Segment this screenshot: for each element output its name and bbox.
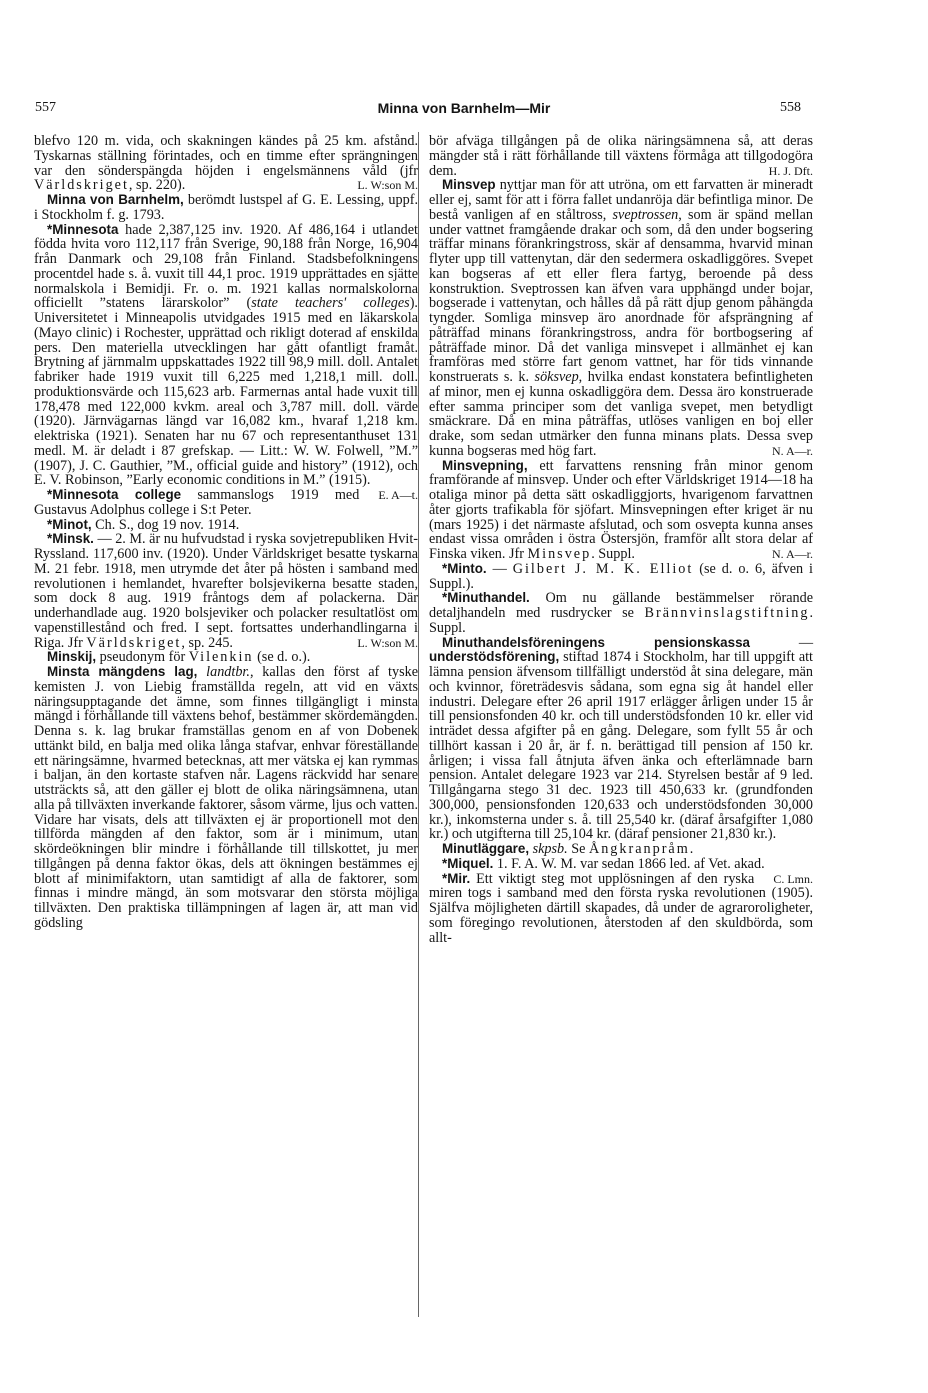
headword: Minskij, — [47, 649, 97, 665]
left-column — [34, 134, 418, 931]
body-text: (se d. o. 6, äfven i Suppl.). — [429, 560, 813, 592]
page-number-left: 557 — [35, 100, 56, 115]
italic-term: söksvep — [534, 369, 579, 385]
headword: Minna von Barnhelm, — [47, 192, 184, 207]
body-text: Ett viktigt steg mot upplösningen af den ryska miren togs i samband med den första ryska revolutionen (1905). Själfva möjligheten därtill skapades, då under de agraroroligheter, som föregingo revolutionen, återstoden af den skuldbörda, som allt- — [429, 870, 813, 946]
author-signature: L. W:son M. — [357, 635, 418, 650]
body-text: , hvilka endast konstatera befintligheten af minor, men ej kunna oskadliggöra dem. Dessa äro konstruerade efter samma principer som det vanliga svepet, men betydligt smäckrare. Då en mina påträffas, utlöses vanligen en boj eller drake, som sedan utmärker den funna minans plats. Dessa svep kunna bogseras med hög fart. — [429, 369, 813, 459]
body-text: sammanslogs 1919 med Gustavus Adolphus college i S:t Peter. — [34, 487, 360, 518]
body-text: (se d. o.). — [253, 649, 311, 666]
article-q1 — [429, 178, 813, 458]
body-text: , sp. 245. — [181, 634, 233, 651]
italic-term: sveptrossen — [612, 206, 679, 223]
article-p7 — [34, 665, 418, 931]
page-number-right: 558 — [780, 100, 801, 115]
page-header — [0, 100, 928, 120]
article-p0 — [34, 134, 418, 193]
article-q5 — [429, 636, 813, 843]
author-signature: N. A—r. — [771, 443, 813, 458]
body-text: Se — [567, 841, 589, 857]
body-text: . Suppl. — [591, 546, 635, 562]
article-p6 — [34, 650, 418, 665]
author-signature: C. Lmn. — [773, 871, 813, 886]
body-text: 1. F. A. W. M. var sedan 1866 led. af Vet. akad. — [493, 855, 765, 872]
body-text: , kallas den först af tyske kemisten J. von Liebig framställda regeln, att vid en växts näringsupptagande det ämne, som finnes tillgängligt i minsta mängd i förhållande till växtens behof, bestämmer skördemängden. Denna s. k. lag brukar framställas genom en af von Dobenek uttänkt bild, en balja med olika långa stafvar, enhvar föreställande ett näringsämne, hvarmed betecknas, att mer vätska ej kan rymmas i baljan, än den kortaste stafven når. Lagens räckvidd har senare utsträckts så, att den gäller ej blott de olika näringsämnena, utan alla på tillväxten inverkande faktorer, såsom värme, ljus och vatten. Vidare har visats, dels att tillväxten ej är proportionell mot den tillförda mängden af den faktor, som är i minimum, utan skördeökningen blir mindre i förhållande till tillskottet, ju mer tillgången på denna faktor ökas, dels att ökningen bestämmes ej blott af minimifaktorn, utan samtidigt af alla de faktorer, som finnas i mindre mängd, än som motsvarar den största möjliga tillväxten. Den praktiska tillämpningen af lagen är, att man vid gödsling — [34, 664, 418, 931]
headword: *Minsk. — [47, 531, 94, 547]
body-text: Om nu gällande bestämmelser rörande detaljhandeln med rusdrycker se — [429, 590, 813, 621]
author-signature: E. A—t. — [378, 488, 418, 502]
body-text: hade 2,387,125 inv. 1920. Af 486,164 i utlandet födda hvita voro 112,117 från Sverige, 90,188 från Norge, 16,904 från Danmark och 29,108 från Finland. Stadsbefolkningens procentdel hade s. å. vuxit till 44,1 proc. 1919 upprättades en sjätte normalskola i Bemidji. Fr. o. m. 1921 kallas normalskolorna officiellt ”statens lärarskolor” ( — [34, 221, 418, 312]
article-q2 — [429, 459, 813, 562]
body-text: ett farvattens rensning från minor genom framförande af minsvep. Under och efter Världskriget 1914—18 ha otaliga minor på detta sätt oskadliggjorts, hvarigenom farvattnen åter gjorts trafikabla för sjöfart. Minsvepningen efter kriget är nu (mars 1925) i det närmaste afslutad, och som osvepta kunna anses endast vissa områden i östra Östersjön, framför allt stora delar af Finska viken. Jfr — [429, 457, 813, 562]
article-p5 — [34, 532, 418, 650]
cross-reference: Världskriget — [86, 634, 182, 651]
body-text: stiftad 1874 i Stockholm, har till uppgift att lämna pension äfvensom tillfälligt understöd åt sina delegare, män och kvinnor, företrädesvis sådana, som egna sig åt handel eller industri. Delegare efter 26 april 1917 erlägger årligen under 15 år till pensionsfonden 40 kr. och till understödsfonden 10 kr. eller vid inträdet dessa afgifter på en gång. Delegare, som fyllt 55 år och tillhört kassan i 20 år, är f. n. berättigad till pension af 150 kr. årligen; i vissa fall åtnjuta äfven änka och efterlämnade barn pension. Antalet delegare 1923 var 214. Styrelsen består af 9 led. Tillgångarna stego 31 dec. 1923 till 450,633 kr. (grundfonden 300,000, pensionsfonden 120,633 och understödsfonden 30,000 kr.), inkomsterna under s. å. till 25,540 kr. (däraf årsafgifter 1,080 kr.) och utgifterna till 25,104 kr. (däraf pensioner 21,830 kr.). — [429, 649, 813, 843]
article-p1 — [34, 193, 418, 223]
body-text: ). Universitetet i Minneapolis utvidgades 1915 med en läkarskola (Mayo clinic) i Rochester, upprättad och rikligt doterad af enskilda pers. Den materiella utvecklingen har gått ofantligt framåt. Brytning af järnmalm uppskattades 1922 till 98,9 mill. doll. Antalet fabriker hade 1919 vuxit till 6,225 med 1,218,1 mill. doll. produktionsvärde och 115,623 arb. Farmernas antal hade vuxit till 178,478 med 122,000 kvkm. areal och 3,787 mill. doll. värde (1920). Järnvägarnas längd var 16,082 km., hvaraf 1,218 km. elektriska (1921). Senaten har nu 67 och representanthuset 131 medl. M. är deladt i 87 grefskap. — Litt.: W. W. Folwell, ”M.” (1907), J. C. Gauthier, ”M., official guide and history” (1912), och E. V. Robinson, ”Early economic conditions in M.” (1915). — [34, 295, 418, 489]
body-text: berömdt lustspel af G. E. Lessing, uppf. i Stockholm f. g. 1793. — [34, 192, 418, 223]
headword: Minsvep — [442, 177, 496, 193]
running-title: Minna von Barnhelm—Mir — [377, 100, 551, 116]
cross-reference: Gilbert J. M. K. Elliot — [512, 560, 694, 577]
author-signature: H. J. Dft. — [768, 163, 813, 178]
headword: understödsförening, — [429, 649, 560, 665]
body-text: blefvo 120 m. vida, och skakningen kändes på 25 km. afstånd. Tyskarnas ställning förintades, och en timme efter sprängningen var den sönderspängda höjden i engelsmännens våld (jfr — [34, 133, 418, 179]
right-column — [429, 134, 813, 945]
body-text: . — [689, 841, 694, 857]
body-text: nyttjar man för att utröna, om ett farvatten är mineradt eller ej, samt för att i förra fallet undanröja där befintliga minor. De bestå vanligen af en ståltross, — [429, 177, 813, 223]
body-text: — — [486, 560, 513, 577]
headword: Minutläggare, — [442, 841, 530, 856]
headword: *Miquel. — [442, 855, 494, 871]
headword: *Minnesota — [47, 221, 119, 237]
headword: Minuthandelsföreningens pensionskassa — [442, 634, 750, 650]
body-text: — — [749, 634, 813, 651]
headword: *Minot, — [47, 516, 92, 532]
author-signature: L. W:son M. — [357, 178, 418, 193]
article-q6 — [429, 842, 813, 857]
italic-term: landtbr. — [206, 664, 250, 680]
headword: Minsvepning, — [442, 457, 528, 473]
body-text: . Suppl. — [429, 605, 813, 636]
article-q3 — [429, 562, 813, 592]
cross-reference: Världskriget — [34, 177, 129, 194]
article-p4 — [34, 518, 418, 533]
headword: *Minuthandel. — [442, 590, 530, 606]
headword: Minsta mängdens lag, — [47, 664, 198, 679]
italic-term: state teachers' colleges — [251, 295, 410, 312]
headword: *Minnesota college — [47, 487, 182, 502]
article-q4 — [429, 591, 813, 635]
body-text — [197, 664, 206, 680]
body-text: bör afväga tillgången på de olika näringsämnena så, att deras mängder stå i rätt förhållande till växtens förmåga att tillgodogöra dem. — [429, 133, 813, 179]
italic-term: skpsb. — [532, 841, 568, 857]
article-q0 — [429, 134, 813, 178]
headword: *Minto. — [442, 560, 487, 576]
cross-reference: Ångkranpråm — [588, 841, 690, 857]
body-text: Ch. S., dog 19 nov. 1914. — [91, 516, 240, 533]
body-text: , som är spänd mellan under vattnet framgående drakar och som, då den under bogsering träffar minans förankringstross, skär af densamma, hvarvid minan flyter upp till vattenytan, där den sedermera oskadliggöres. Svepet kan bogseras af ett eller flera fartyg, beroende på dess konstruktion. Sveptrossen kan äfven vara upphängd under bojar, bogserade i vattenytan, och hålles då på rätt djup genom påhängda tyngder. Somliga minsvep äro anordnade för afsprängning af påträffad minans förankringstross, andra för bortbogsering af påträffade minor. Då det vanliga minsvepet i allmänhet ej kan framföras med större fart genom vattnet, har för tids vinnande konstruerats s. k. — [429, 206, 813, 385]
cross-reference: Minsvep — [527, 546, 592, 562]
author-signature: N. A—r. — [771, 547, 813, 561]
cross-reference: Brännvinslagstiftning — [644, 605, 810, 621]
body-text: — 2. M. är nu hufvudstad i ryska sovjetrepubliken Hvit-Ryssland. 117,600 inv. (1920). Under Världskriget besatte tyskarna M. 21 febr. 1918, men utrymde det åter på hösten i samband med revolutionen i hemlandet, hvarefter bolsjevikerna besatte staden, som dock 8 aug. 1919 fråntogs dem af polackerna. Där underhandlade aug. 1920 bolsjeviker och polacker resultatlöst om vapenstillestånd och fred. I sept. fortsattes underhandlingarna i Riga. Jfr — [34, 531, 418, 651]
column-divider — [418, 132, 419, 1317]
cross-reference: Vilenkin — [188, 649, 254, 666]
body-text: , sp. 220). — [128, 177, 186, 194]
body-text: pseudonym för — [96, 649, 189, 666]
headword: *Mir. — [442, 870, 471, 886]
